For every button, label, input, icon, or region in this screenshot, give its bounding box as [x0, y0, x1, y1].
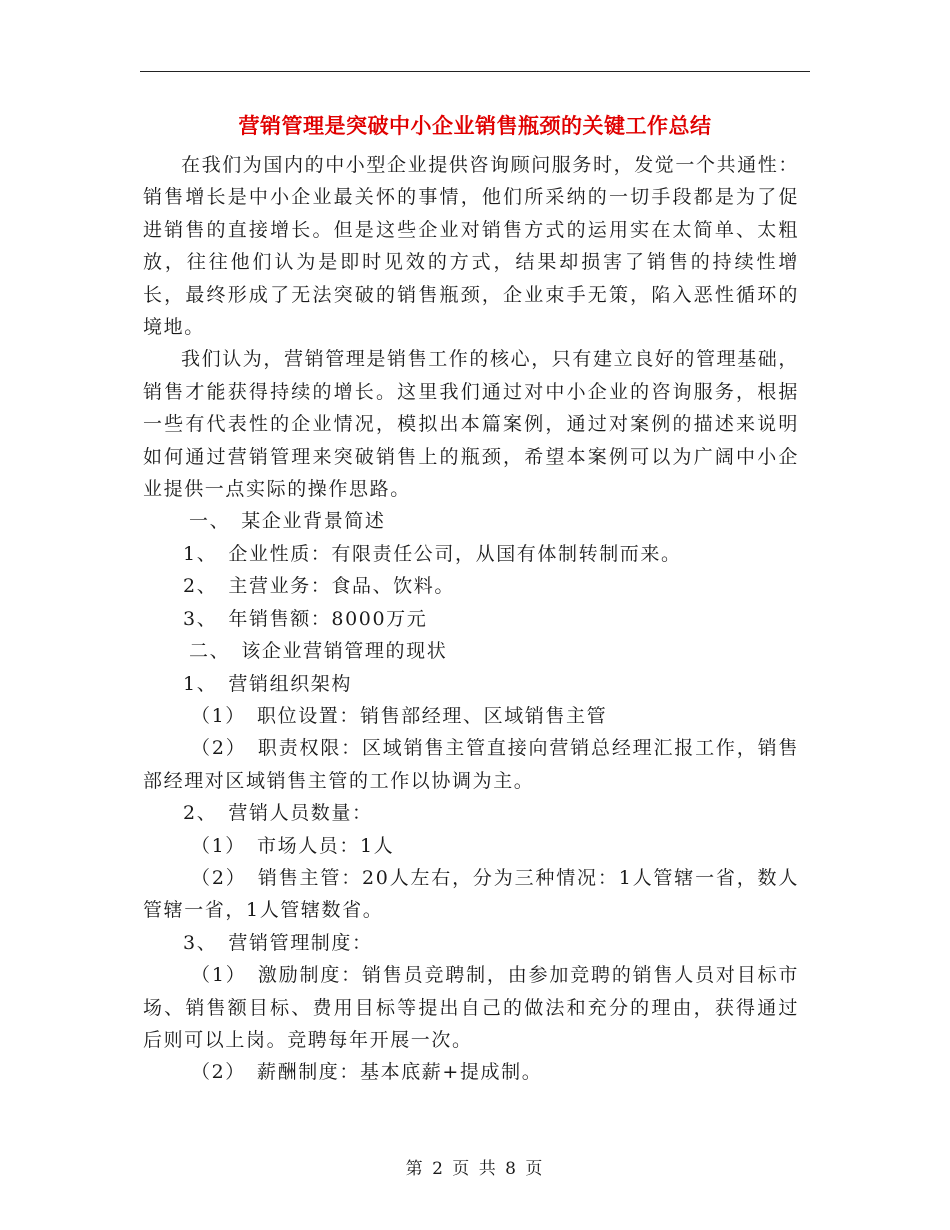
page-footer: 第 2 页 共 8 页: [405, 1159, 545, 1179]
paragraph-intro: 在我们为国内的中小型企业提供咨询顾问服务时，发觉一个共通性：销售增长是中小企业最关怀的事情，他们所采纳的一切手段都是为了促进销售的直接增长。但是这些企业对销售方式的运用实在太简单、太粗放，往往他们认为是即时见效的方式，结果却损害了销售的持续性增长，最终形成了无法突破的销售瓶颈，企业束手无策，陷入恶性循环的境地。: [143, 154, 800, 339]
sub-item-positions: （1） 职位设置：销售部经理、区域销售主管: [191, 704, 608, 727]
paragraph-purpose: 我们认为，营销管理是销售工作的核心，只有建立良好的管理基础，销售才能获得持续的增长。这里我们通过对中小企业的咨询服务，根据一些有代表性的企业情况，模拟出本篇案例，通过对案例的描述来说明如何通过营销管理来突破销售上的瓶颈，希望本案例可以为广阔中小企业提供一点实际的操作思路。: [143, 348, 800, 501]
section-heading-background: 一、 某企业背景简述: [189, 510, 386, 533]
list-item-management-system: 3、 营销管理制度：: [183, 931, 373, 954]
list-item-staff-count: 2、 营销人员数量：: [183, 802, 373, 825]
document-title: 营销管理是突破中小企业销售瓶颈的关键工作总结: [238, 114, 712, 138]
section-heading-status: 二、 该企业营销管理的现状: [189, 640, 448, 663]
list-item-nature: 1、 企业性质：有限责任公司，从国有体制转制而来。: [183, 542, 682, 565]
list-item-revenue: 3、 年销售额：8000万元: [183, 607, 428, 630]
sub-item-responsibilities: （2） 职责权限：区域销售主管直接向营销总经理汇报工作，销售部经理对区域销售主管的工作以协调为主。: [143, 737, 799, 792]
list-item-org-structure: 1、 营销组织架构: [183, 672, 352, 695]
sub-item-incentive: （1） 激励制度：销售员竞聘制，由参加竞聘的销售人员对目标市场、销售额目标、费用目标等提出自己的做法和充分的理由，获得通过后则可以上岗。竞聘每年开展一次。: [143, 964, 799, 1051]
header-rule: [140, 71, 810, 72]
sub-item-salary: （2） 薪酬制度：基本底薪+提成制。: [191, 1061, 543, 1084]
sub-item-market-staff: （1） 市场人员：1人: [191, 834, 395, 857]
list-item-business: 2、 主营业务：食品、饮料。: [183, 575, 455, 598]
document-body: [143, 149, 799, 1089]
sub-item-sales-managers: （2） 销售主管：20人左右，分为三种情况：1人管辖一省，数人管辖一省，1人管辖数省。: [143, 866, 799, 922]
